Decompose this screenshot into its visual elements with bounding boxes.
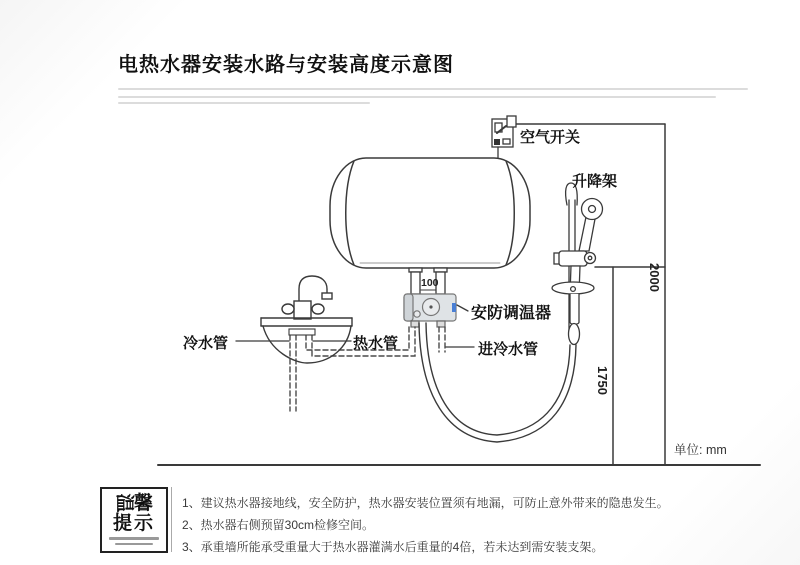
thermostat-label: 安防调温器 xyxy=(471,305,552,322)
page-title: 电热水器安装水路与安装高度示意图 xyxy=(118,54,454,76)
air-switch-icon xyxy=(492,116,516,159)
dimension-100: 100 xyxy=(421,277,439,289)
lift-rail-label: 升降架 xyxy=(572,173,618,190)
faucet-nozzle xyxy=(322,293,332,299)
sink-drain xyxy=(289,329,315,335)
shower-head-neck xyxy=(579,217,595,251)
tip-item-1: 1、建议热水器接地线，安全防护，热水器安装位置须有地漏，可防止意外带来的隐患发生。 xyxy=(182,496,669,510)
soap-dish xyxy=(552,282,594,294)
unit-note: 单位: mm xyxy=(674,443,727,457)
tip-item-3: 3、承重墙所能承受重量大于热水器灌满水后重量的4倍，若未达到需安装支架。 xyxy=(182,540,604,554)
dimension-1750: 1750 xyxy=(595,366,610,395)
water-heater-tank xyxy=(330,158,530,268)
thermostat-accent xyxy=(452,303,456,312)
warm-tips-badge xyxy=(100,487,168,553)
tips-divider xyxy=(171,487,172,552)
cold-inlet-label: 进冷水管 xyxy=(478,341,539,358)
shower-head-top xyxy=(582,199,603,220)
air-switch-label: 空气开关 xyxy=(520,129,581,146)
hot-pipe-label: 热水管 xyxy=(353,335,399,352)
tip-item-2: 2、热水器右侧预留30cm检修空间。 xyxy=(182,518,375,532)
faucet-handle-left xyxy=(282,304,294,314)
shower-rail-assembly xyxy=(552,183,603,345)
badge-fine-print xyxy=(115,543,153,545)
rail-bracket xyxy=(559,251,587,266)
cold-pipe-label: 冷水管 xyxy=(183,335,229,352)
badge-fine-print xyxy=(109,537,159,540)
faucet-handle-right xyxy=(312,304,324,314)
badge-line-2: 提示 xyxy=(112,513,155,534)
dimension-2000: 2000 xyxy=(647,263,662,292)
thermostat-valve xyxy=(404,294,456,327)
badge-line-1: 温馨 xyxy=(113,493,156,515)
faucet-body xyxy=(294,301,311,319)
thermostat-pointer xyxy=(457,305,468,311)
hand-shower-head xyxy=(569,324,580,345)
hand-shower-handle xyxy=(570,294,579,324)
